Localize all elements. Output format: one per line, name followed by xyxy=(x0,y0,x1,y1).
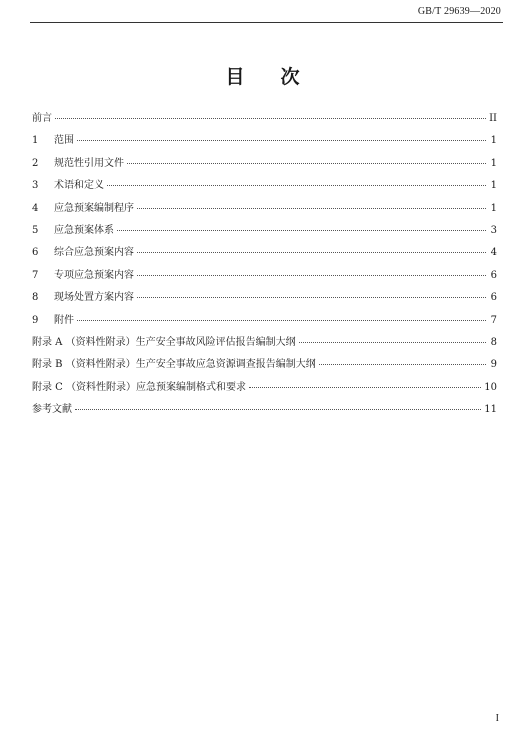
toc-dot-leader xyxy=(299,342,486,343)
table-of-contents xyxy=(32,109,497,422)
toc-entry-page: 3 xyxy=(490,224,497,236)
toc-entry-page: 1 xyxy=(490,202,497,214)
toc-entry-label: 附录 A （资料性附录）生产安全事故风险评估报告编制大纲 xyxy=(32,336,296,348)
toc-entry-label: 应急预案体系 xyxy=(54,224,114,236)
toc-entry-page: 6 xyxy=(490,292,497,304)
toc-dot-leader xyxy=(137,275,486,276)
toc-dot-leader xyxy=(77,140,486,141)
toc-entry-label: 前言 xyxy=(32,113,52,124)
toc-entry-label: 术语和定义 xyxy=(54,180,104,192)
toc-entry-label: 综合应急预案内容 xyxy=(54,247,134,259)
toc-dot-leader xyxy=(137,252,486,253)
toc-entry-number: 5 xyxy=(32,224,39,236)
toc-entry[interactable] xyxy=(32,154,497,176)
toc-entry-label: 附录 C （资料性附录）应急预案编制格式和要求 xyxy=(32,381,247,393)
toc-entry[interactable] xyxy=(32,288,497,310)
toc-dot-leader xyxy=(117,230,486,231)
toc-entry-number: 4 xyxy=(32,202,39,214)
toc-entry[interactable] xyxy=(32,131,497,153)
toc-entry-page: 1 xyxy=(490,135,497,147)
toc-dot-leader xyxy=(127,163,486,164)
toc-entry[interactable] xyxy=(32,333,497,355)
toc-dot-leader xyxy=(137,208,486,209)
toc-entry-page: 4 xyxy=(490,247,497,259)
toc-entry[interactable] xyxy=(32,266,497,288)
toc-dot-leader xyxy=(77,320,486,321)
toc-dot-leader xyxy=(249,387,481,388)
toc-entry-label: 附录 B （资料性附录）生产安全事故应急资源调查报告编制大纲 xyxy=(32,359,316,371)
toc-entry-number: 1 xyxy=(32,135,39,147)
toc-entry-label: 范围 xyxy=(54,135,74,147)
toc-entry[interactable] xyxy=(32,109,497,131)
toc-entry[interactable] xyxy=(32,355,497,377)
toc-dot-leader xyxy=(55,118,486,119)
toc-entry-page: 7 xyxy=(490,314,497,326)
page-number: I xyxy=(495,713,499,724)
toc-entry-label: 应急预案编制程序 xyxy=(54,202,134,214)
toc-entry-label: 专项应急预案内容 xyxy=(54,269,134,281)
toc-entry[interactable] xyxy=(32,243,497,265)
toc-dot-leader xyxy=(107,185,486,186)
toc-entry[interactable] xyxy=(32,400,497,422)
toc-entry-number: 2 xyxy=(32,157,39,169)
toc-entry-label: 参考文献 xyxy=(32,404,72,416)
toc-entry-page: 10 xyxy=(484,381,497,393)
toc-entry[interactable] xyxy=(32,221,497,243)
toc-dot-leader xyxy=(75,409,481,410)
toc-dot-leader xyxy=(319,364,486,365)
toc-entry-number: 9 xyxy=(32,314,39,326)
toc-entry-page: 6 xyxy=(490,269,497,281)
toc-entry[interactable] xyxy=(32,176,497,198)
toc-entry[interactable] xyxy=(32,199,497,221)
toc-entry-page: 9 xyxy=(490,359,497,371)
toc-entry-number: 7 xyxy=(32,269,39,281)
toc-entry-number: 8 xyxy=(32,292,39,304)
toc-entry-page: 1 xyxy=(490,180,497,192)
toc-entry-number: 6 xyxy=(32,247,39,259)
toc-entry[interactable] xyxy=(32,311,497,333)
toc-entry-number: 3 xyxy=(32,180,39,192)
toc-entry[interactable] xyxy=(32,378,497,400)
toc-entry-page: II xyxy=(489,113,497,124)
toc-entry-label: 附件 xyxy=(54,314,74,326)
header-divider xyxy=(30,22,503,23)
toc-entry-page: 8 xyxy=(490,336,497,348)
toc-entry-label: 现场处置方案内容 xyxy=(54,292,134,304)
toc-entry-page: 1 xyxy=(490,157,497,169)
toc-entry-label: 规范性引用文件 xyxy=(54,157,124,169)
toc-dot-leader xyxy=(137,297,486,298)
page-title: 目次 xyxy=(225,66,336,88)
toc-entry-page: 11 xyxy=(484,404,497,416)
standard-code: GB/T 29639—2020 xyxy=(417,6,501,17)
